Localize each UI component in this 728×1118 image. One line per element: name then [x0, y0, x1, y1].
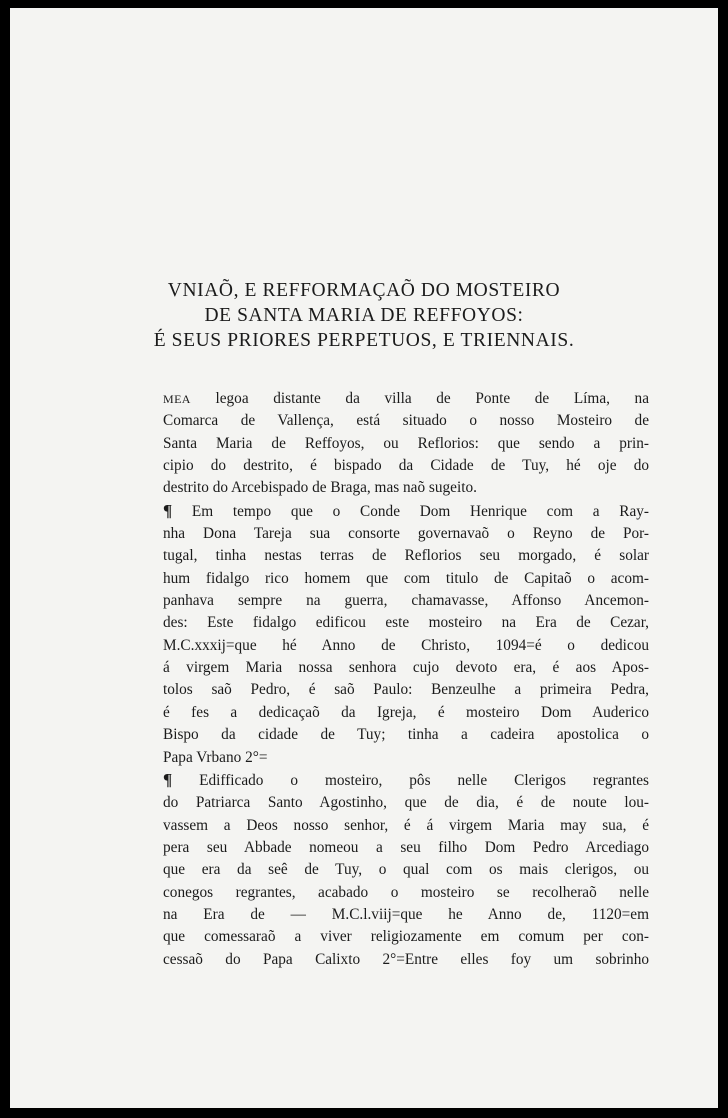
text-line: á virgem Maria nossa senhora cujo devoto era, é aos Apos- [163, 659, 649, 677]
paragraph-mark-icon: ¶ [163, 500, 173, 520]
text-line: destrito do Arcebispado de Braga, mas naõ sugeito. [163, 479, 477, 497]
text-line: hum fidalgo rico homem que com titulo de Capitaõ o acom- [163, 569, 649, 587]
title-line: VNIAÕ, E REFFORMAÇAÕ DO MOSTEIRO [167, 280, 561, 301]
text-line: Papa Vrbano 2°= [163, 748, 268, 766]
document-page [10, 8, 718, 1108]
body-text [163, 388, 649, 971]
text-line: cessaõ do Papa Calixto 2°=Entre elles foy um sobrinho [163, 950, 649, 968]
text-line: M.C.xxxij=que hé Anno de Christo, 1094=é o dedicou [163, 636, 649, 654]
text-line [163, 500, 649, 523]
text-line: que comessaraõ a viver religiozamente em comum per con- [163, 928, 649, 946]
page-title [10, 278, 718, 353]
text-line: tolos saõ Pedro, é saõ Paulo: Benzeulhe a primeira Pedra, [163, 681, 649, 699]
paragraph-mark-icon: ¶ [163, 769, 173, 789]
text-line: Santa Maria de Reffoyos, ou Reflorios: que sendo a prin- [163, 434, 649, 452]
text-fragment: Edifficado o mosteiro, pôs nelle Clerigos regrantes [172, 771, 649, 789]
text-line: do Patriarca Santo Agostinho, que de dia, é de noute lou- [163, 794, 649, 812]
text-line: nha Dona Tareja sua consorte governavaõ o Reyno de Por- [163, 525, 649, 543]
text-line: panhava sempre na guerra, chamavasse, Affonso Ancemon- [163, 592, 649, 610]
text-fragment: legoa distante da villa de Ponte de Líma, na [190, 390, 649, 407]
text-line: é fes a dedicaçaõ da Igreja, é mosteiro Dom Auderico [163, 703, 649, 721]
text-line [163, 769, 649, 792]
text-line: cipio do destrito, é bispado da Cidade de Tuy, hé oje do [163, 457, 649, 475]
text-line: conegos regrantes, acabado o mosteiro se recolheraõ nelle [163, 883, 649, 901]
initial-word: MEA [163, 392, 191, 406]
text-line: pera seu Abbade nomeou a seu filho Dom Pedro Arcediago [163, 838, 649, 856]
text-line: na Era de — M.C.l.viij=que he Anno de, 1120=em [163, 905, 649, 923]
text-line: des: Este fidalgo edificou este mosteiro na Era de Cezar, [163, 614, 649, 632]
text-fragment: Em tempo que o Conde Dom Henrique com a Ray- [172, 502, 649, 520]
text-line: Comarca de Vallença, está situado o nosso Mosteiro de [163, 412, 649, 430]
title-line: DE SANTA MARIA DE REFFOYOS: [204, 305, 524, 326]
text-line: tugal, tinha nestas terras de Reflorios seu morgado, é solar [163, 547, 649, 565]
text-line: vassem a Deos nosso senhor, é á virgem Maria may sua, é [163, 816, 649, 834]
text-line: Bispo da cidade de Tuy; tinha a cadeira apostolica o [163, 726, 649, 744]
text-line: que era da seê de Tuy, o qual com os mais clerigos, ou [163, 861, 649, 879]
title-line: É SEUS PRIORES PERPETUOS, E TRIENNAIS. [153, 330, 575, 351]
text-line [163, 388, 649, 410]
